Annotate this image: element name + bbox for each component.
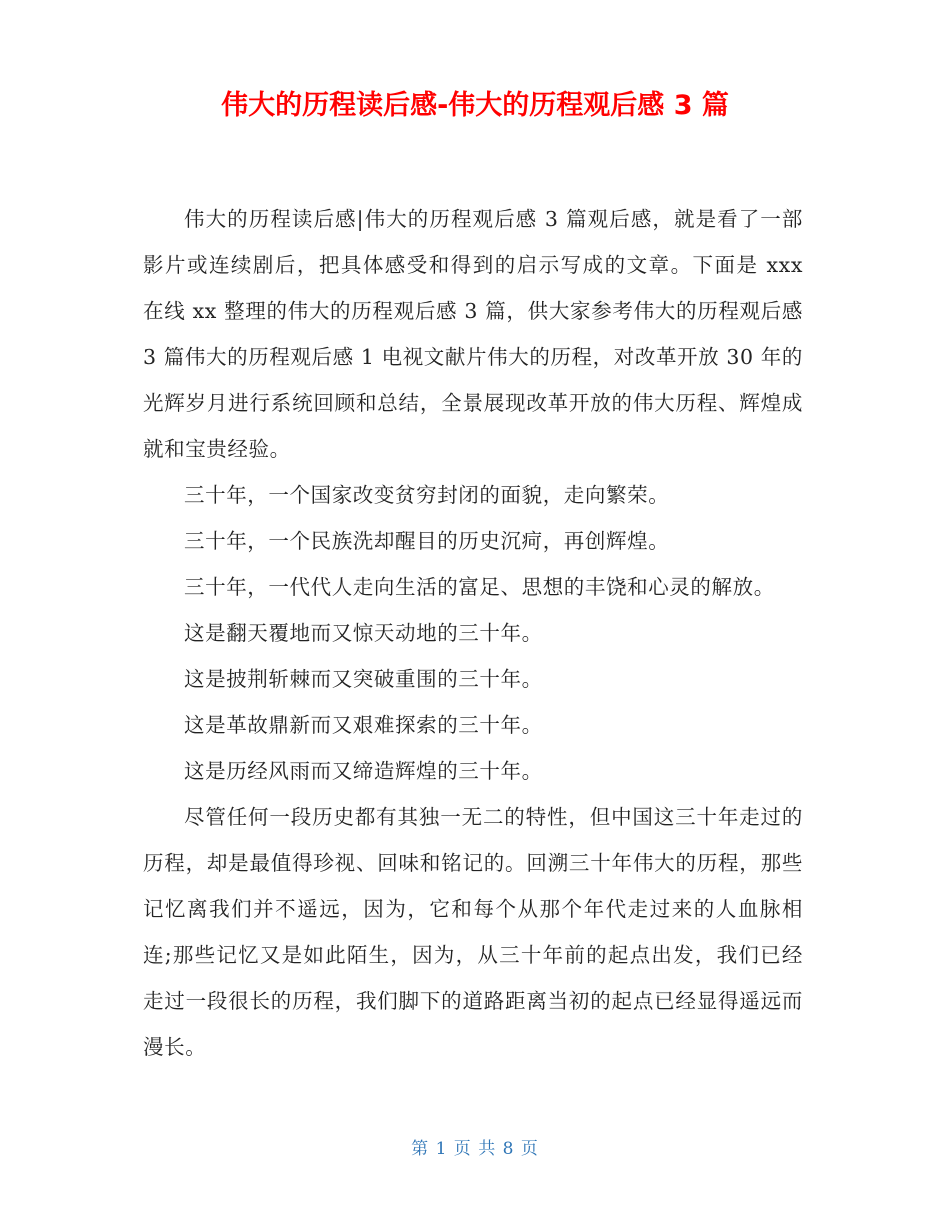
paragraph: 这是历经风雨而又缔造辉煌的三十年。 [184,759,543,783]
page-footer: 第 1 页 共 8 页 [411,1139,539,1159]
paragraph: 这是披荆斩棘而又突破重围的三十年。 [184,667,543,691]
document-title: 伟大的历程读后感-伟大的历程观后感 3 篇 [221,90,729,121]
paragraph: 尽管任何一段历史都有其独一无二的特性，但中国这三十年走过的历程，却是最值得珍视、回味和铭记的。回溯三十年伟大的历程，那些记忆离我们并不遥远，因为，它和每个从那个年代走过来的人血脉相连;那些记忆又是如此陌生，因为，从三十年前的起点出发，我们已经走过一段很长的历程，我们脚下的道路距离当初的起点已经显得遥远而漫长。 [143,805,803,1059]
paragraph: 三十年，一代代人走向生活的富足、思想的丰饶和心灵的解放。 [184,575,775,599]
paragraph: 三十年，一个民族洗却醒目的历史沉疴，再创辉煌。 [184,529,670,553]
paragraph: 三十年，一个国家改变贫穷封闭的面貌，走向繁荣。 [184,483,670,507]
document-body [143,196,803,1070]
paragraph: 这是翻天覆地而又惊天动地的三十年。 [184,621,543,645]
paragraph: 伟大的历程读后感|伟大的历程观后感 3 篇观后感，就是看了一部影片或连续剧后，把具体感受和得到的启示写成的文章。下面是 xxx 在线 xx 整理的伟大的历程观后感 3 篇，供大家参考伟大的历程观后感 3 篇伟大的历程观后感 1 电视文献片伟大的历程，对改革开放 30 年的光辉岁月进行系统回顾和总结，全景展现改革开放的伟大历程、辉煌成就和宝贵经验。 [143,207,803,461]
paragraph: 这是革故鼎新而又艰难探索的三十年。 [184,713,543,737]
